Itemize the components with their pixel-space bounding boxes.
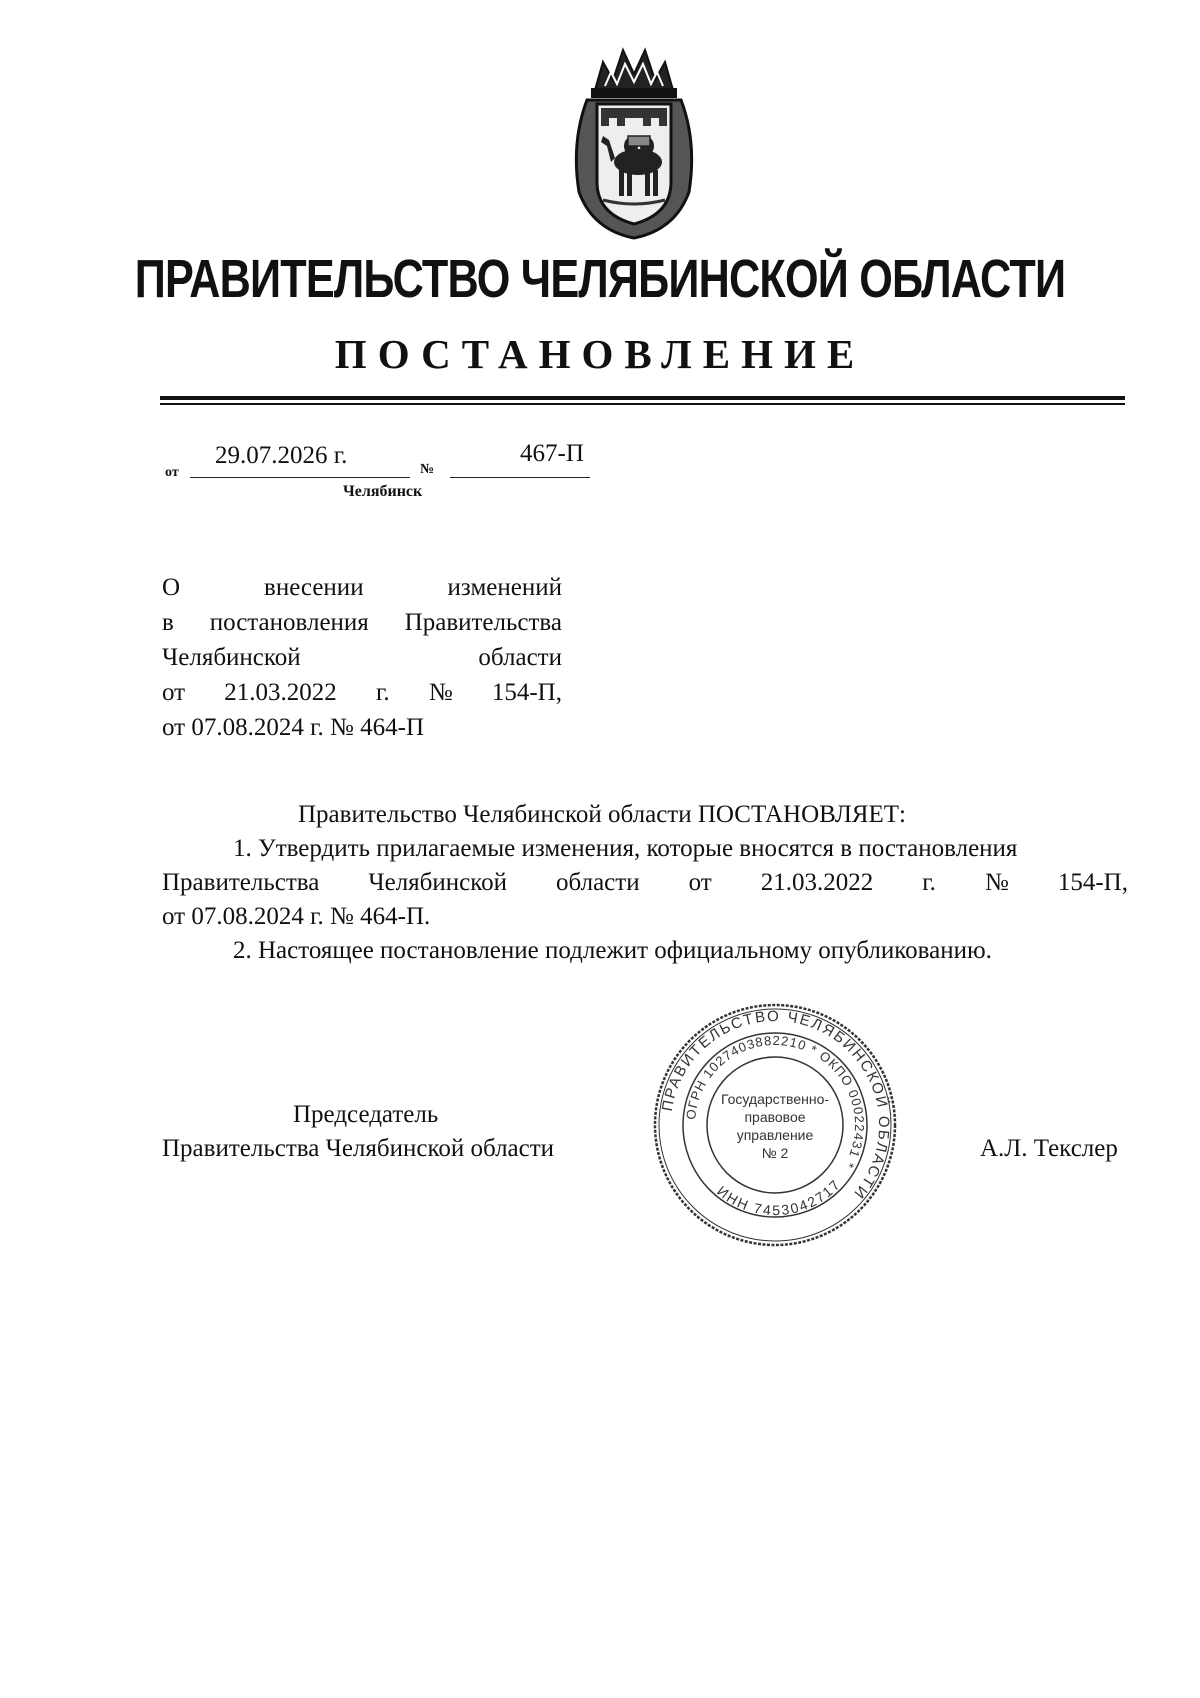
seal-inn-text: ИНН 7453042717 — [714, 1175, 845, 1219]
header-rule-thick — [160, 396, 1125, 400]
signatory-position-line-2: Правительства Челябинской области — [162, 1135, 555, 1162]
document-type: ПОСТАНОВЛЕНИЕ — [334, 331, 866, 377]
item-1-line-3: от 07.08.2024 г. № 464-П. — [162, 903, 431, 930]
item-1-line-2: Правительства Челябинской области от 21.03.2022 г. № 154-П, — [162, 869, 1128, 896]
date-underline — [190, 477, 410, 478]
document-date: 29.07.2026 г. — [215, 442, 348, 469]
subject-line: от 21.03.2022 г. № 154-П, — [162, 679, 562, 706]
city-name: Челябинск — [343, 483, 423, 500]
organization-title: ПРАВИТЕЛЬСТВО ЧЕЛЯБИНСКОЙ ОБЛАСТИ — [134, 249, 1066, 309]
preamble: Правительство Челябинской области ПОСТАНОВЛЯЕТ: — [298, 801, 906, 828]
document-number: 467-П — [520, 440, 584, 467]
official-seal-icon — [650, 1000, 900, 1250]
number-underline — [450, 477, 590, 478]
subject-line: Челябинской области — [162, 644, 562, 671]
item-2: 2. Настоящее постановление подлежит официальному опубликованию. — [233, 937, 992, 964]
svg-text:ИНН 7453042717 — [714, 1176, 844, 1219]
number-label: № — [420, 462, 435, 477]
header-rule-thin — [160, 403, 1125, 405]
from-label: от — [165, 465, 179, 480]
subject-line: в постановления Правительства — [162, 609, 562, 636]
signatory-name: А.Л. Текслер — [980, 1135, 1118, 1162]
subject-line: О внесении изменений — [162, 574, 562, 601]
item-1-line-1: 1. Утвердить прилагаемые изменения, которые вносятся в постановления — [233, 835, 1018, 862]
seal-outer-text: ПРАВИТЕЛЬСТВО ЧЕЛЯБИНСКОЙ ОБЛАСТИ — [658, 1007, 893, 1203]
seal-center-line: правовое — [744, 1109, 806, 1125]
seal-center-line: Государственно- — [720, 1091, 830, 1107]
seal-ring-text: ОГРН 1027403882210 * ОКПО 00022431 * — [683, 1032, 868, 1172]
coat-of-arms-icon — [565, 42, 703, 242]
subject-block — [162, 570, 562, 745]
subject-line: от 07.08.2024 г. № 464-П — [162, 714, 425, 741]
seal-center-line: управление — [736, 1127, 814, 1143]
signatory-position-line-1: Председатель — [293, 1101, 439, 1128]
seal-center-line: № 2 — [761, 1145, 789, 1161]
